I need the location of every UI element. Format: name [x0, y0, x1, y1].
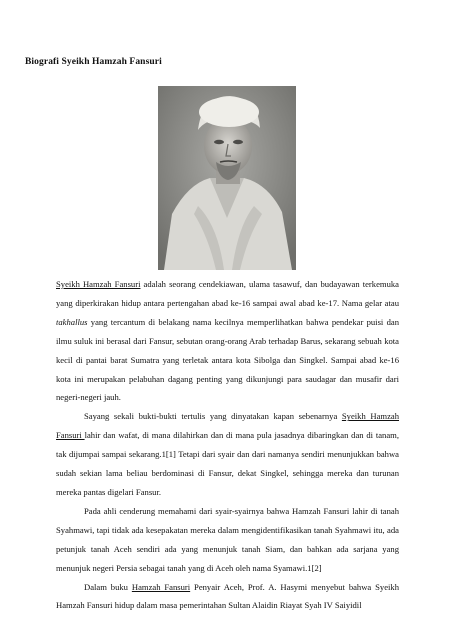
name-link: Hamzah Fansuri — [131, 581, 191, 592]
paragraph-4: Dalam buku Hamzah Fansuri Penyair Aceh, Prof. A. Hasymi menyebut bahwa Syeikh Hamzah Fansuri hidup dalam masa pemerintahan Sultan Alaidin Riayat Syah IV Saiyidil — [56, 581, 399, 611]
paragraph-1: Syeikh Hamzah Fansuri adalah seorang cendekiawan, ulama tasawuf, dan budayawan terkemuka yang diperkirakan hidup antara pertengahan abad ke-16 sampai awal abad ke-17. Nama gelar atau takhallus yang tercantum di belakang nama kecilnya memperlihatkan bahwa pendekar puisi dan ilmu suluk ini berasal dari Fansur, sebutan orang-orang Arab terhadap Barus, sekarang sebuah kota kecil di pantai barat Sumatra yang terletak antara kota Sibolga dan Singkel. Sampai abad ke-16 kota ini merupakan pelabuhan dagang penting yang dikunjungi para saudagar dan musafir dari negeri-negeri jauh. — [56, 279, 399, 403]
name-link: Syeikh Hamzah Fansuri — [56, 279, 141, 289]
paragraph-3: Pada ahli cenderung memahami dari syair-syairnya bahwa Hamzah Fansuri lahir di tanah Syahmawi, tapi tidak ada kesepakatan mereka dalam mengidentifikasikan tanah Syahmawi itu, ada petunjuk tanah Aceh sendiri ada yang menunjuk tanah Siam, dan bahkan ada sarjana yang menunjuk negeri Persia sebagai tanah yang di Aceh oleh nama Syamawi.1[2] — [56, 505, 399, 573]
portrait-photo-image — [158, 86, 296, 270]
portrait-photo — [158, 86, 296, 270]
biography-body — [56, 275, 399, 615]
paragraph-2: Sayang sekali bukti-bukti tertulis yang dinyatakan kapan sebenarnya Syeikh Hamzah Fansuri lahir dan wafat, di mana dilahirkan dan di mana pula jasadnya dibaringkan dan di tanam, tak dijumpai sampai sekarang.1[1] Tetapi dari syair dan dari namanya sendiri menunjukkan bahwa sudah sekian lama beliau berdominasi di Fansur, dekat Singkel, sehingga mereka dan turunan mereka pantas digelari Fansur. — [56, 411, 400, 497]
document-title: Biografi Syeikh Hamzah Fansuri — [25, 57, 162, 67]
name-link: Syeikh Hamzah Fansuri — [56, 411, 400, 441]
